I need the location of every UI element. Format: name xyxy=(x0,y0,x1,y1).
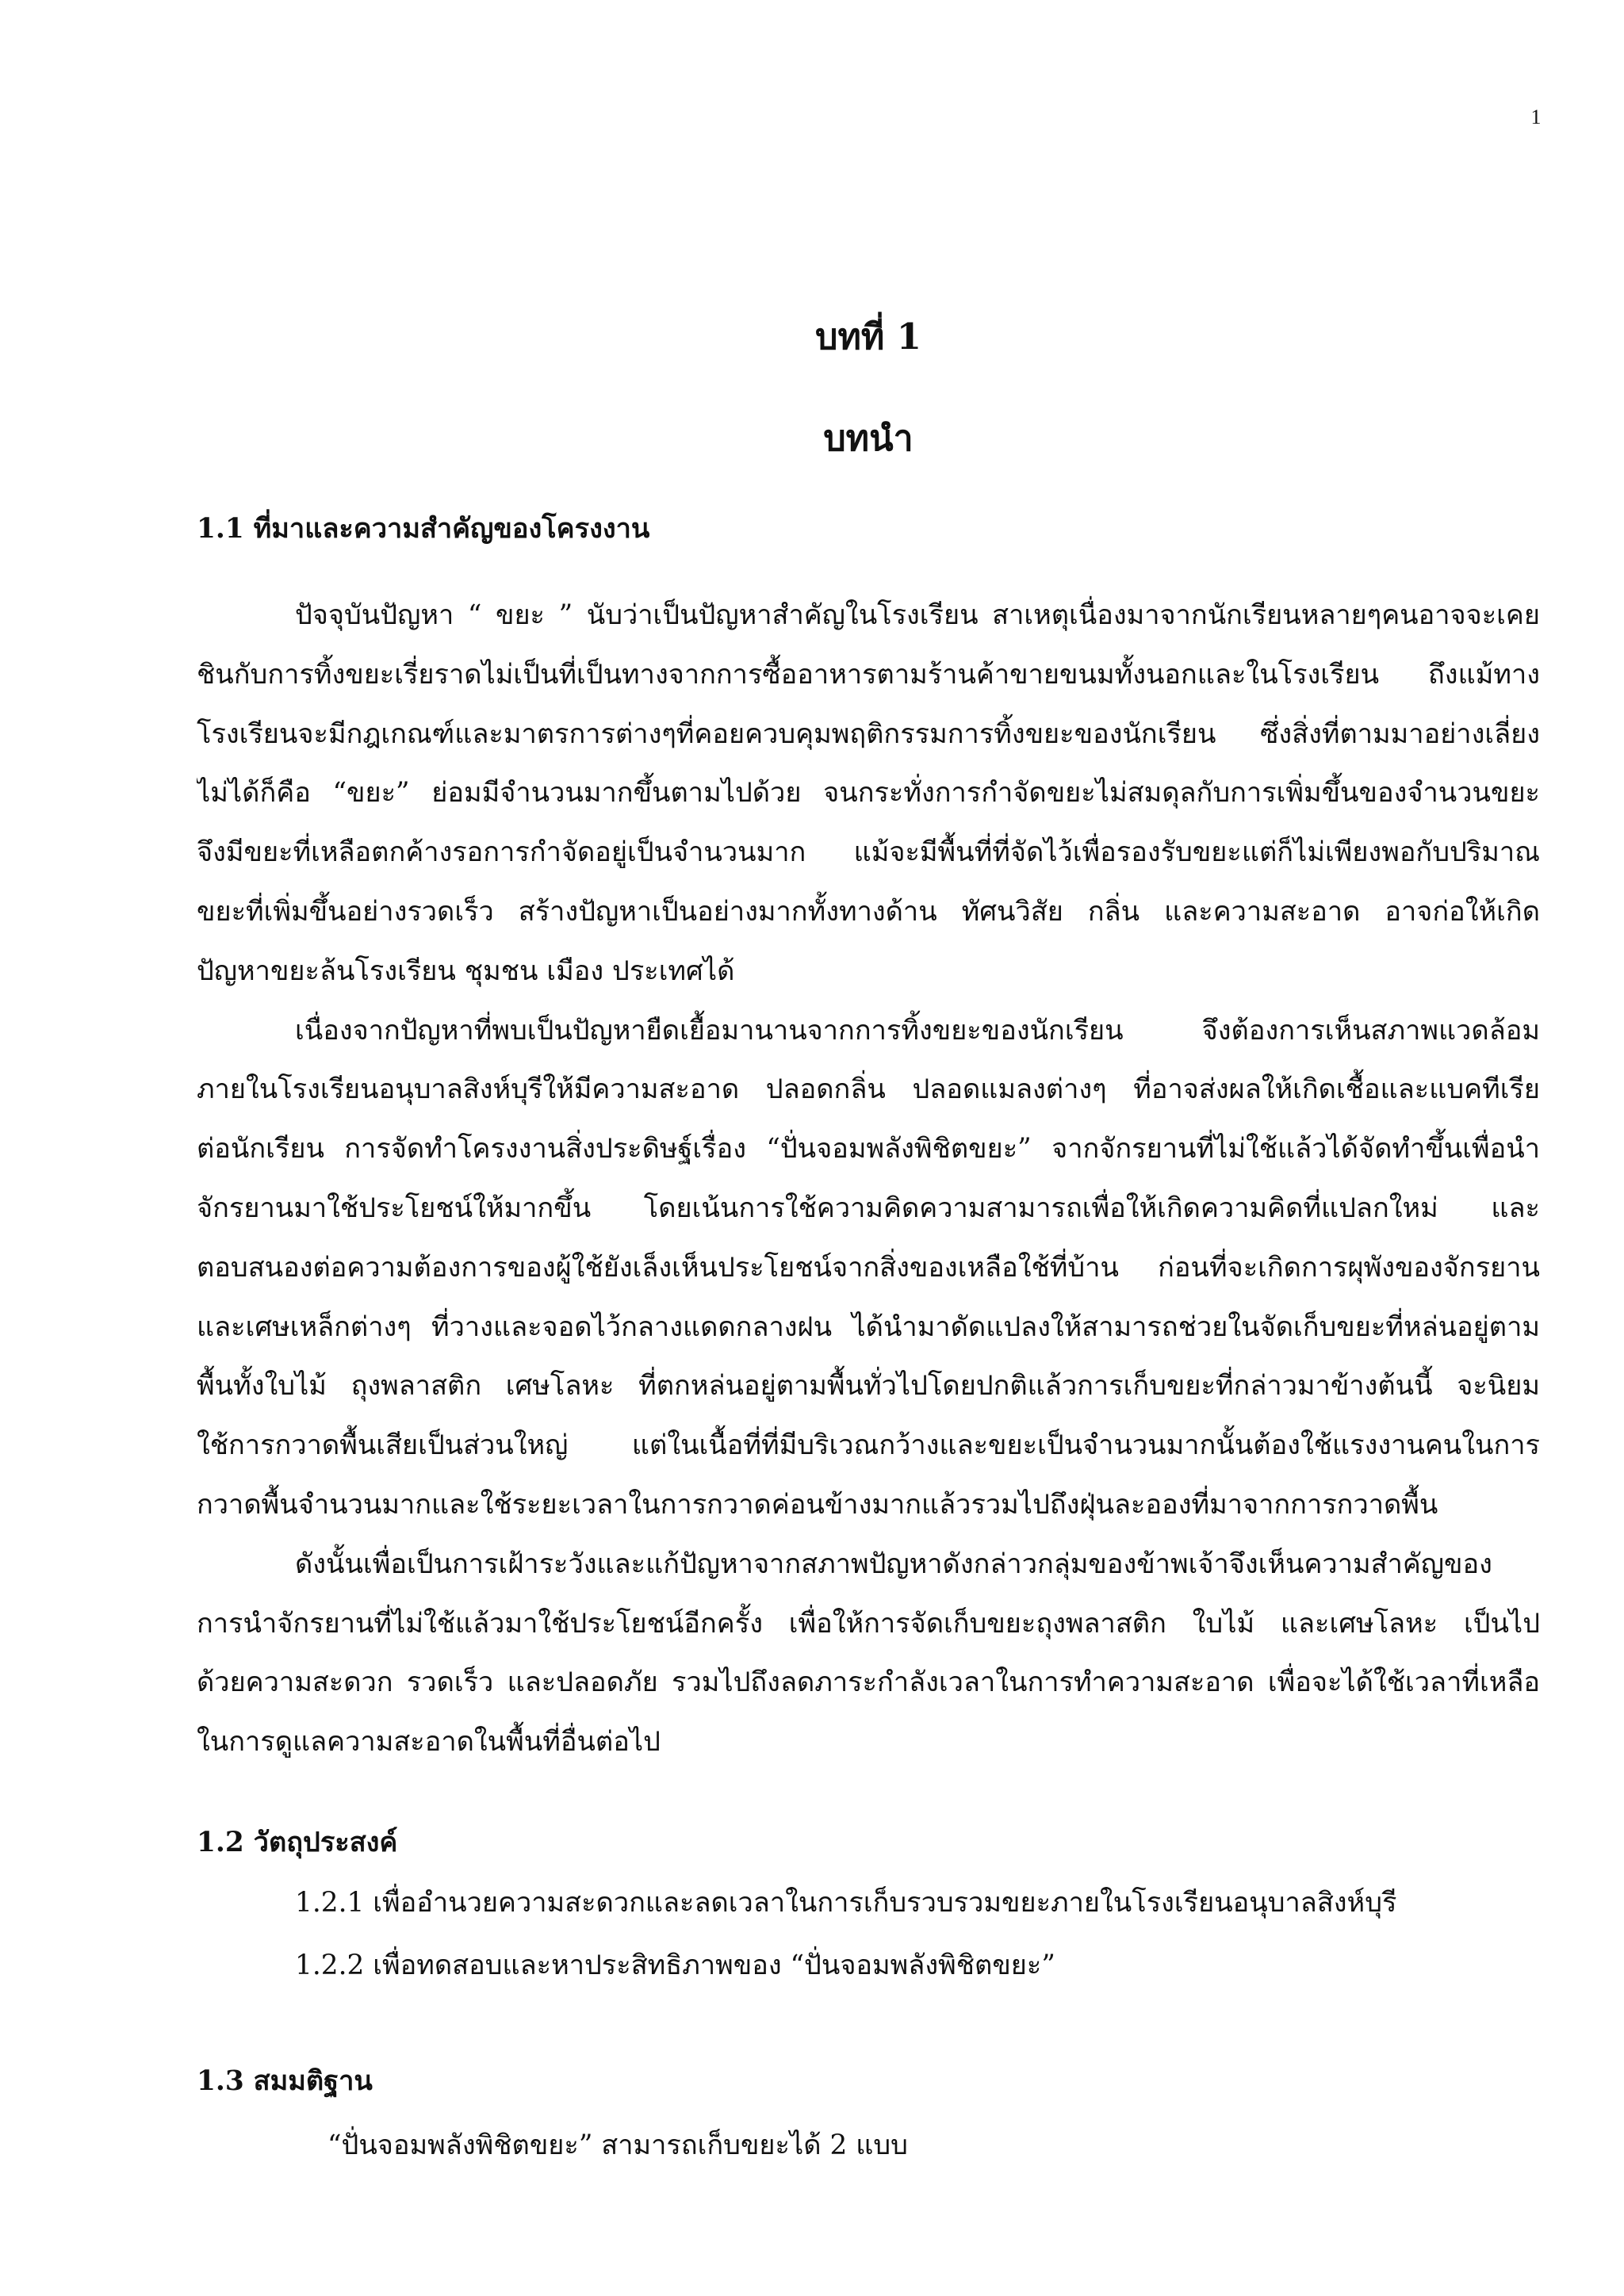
paragraph-line: ไม่ได้ก็คือ “ขยะ” ย่อมมีจำนวนมากขึ้นตามไปด้วย จนกระทั่งการกำจัดขยะไม่สมดุลกับการเพิ่มขึ้นของจำนวนขยะ xyxy=(197,777,1540,809)
paragraph-line: การนำจักรยานที่ไม่ใช้แล้วมาใช้ประโยชน์อีกครั้ง เพื่อให้การจัดเก็บขยะถุงพลาสติก ใบไม้ และเศษโลหะ เป็นไป xyxy=(197,1607,1540,1640)
paragraph-line: ตอบสนองต่อความต้องการของผู้ใช้ยังเล็งเห็นประโยชน์จากสิ่งของเหลือใช้ที่บ้าน ก่อนที่จะเกิดการผุพังของจักรยาน xyxy=(197,1251,1540,1284)
paragraph-line: ปัญหาขยะล้นโรงเรียน ชุมชน เมือง ประเทศได้ xyxy=(197,955,735,987)
paragraph-line: จักรยานมาใช้ประโยชน์ให้มากขึ้น โดยเน้นการใช้ความคิดความสามารถเพื่อให้เกิดความคิดที่แปลกใหม่ และ xyxy=(197,1192,1540,1224)
section-heading: 1.1 ที่มาและความสำคัญของโครงงาน xyxy=(197,513,650,545)
paragraph-line: ชินกับการทิ้งขยะเรี่ยราดไม่เป็นที่เป็นทางจากการซื้ออาหารตามร้านค้าขายขนมทั้งนอกและในโรงเรียน ถึงแม้ทาง xyxy=(197,658,1540,691)
paragraph xyxy=(197,586,1540,1001)
chapter-title: บทนำ xyxy=(823,417,914,459)
paragraph-line: ปัจจุบันปัญหา “ ขยะ ” นับว่าเป็นปัญหาสำคัญในโรงเรียน สาเหตุเนื่องมาจากนักเรียนหลายๆคนอาจจะเคย xyxy=(295,599,1540,631)
section-heading: 1.2 วัตถุประสงค์ xyxy=(197,1827,398,1858)
hypothesis-text: “ปั่นจอมพลังพิชิตขยะ” สามารถเก็บขยะได้ 2 แบบ xyxy=(327,2130,908,2161)
objective-item: 1.2.1 เพื่ออำนวยความสะดวกและลดเวลาในการเก็บรวบรวมขยะภายในโรงเรียนอนุบาลสิงห์บุรี xyxy=(295,1887,1397,1919)
section-body xyxy=(197,586,1540,1772)
chapter-label: บทที่ 1 xyxy=(815,316,921,358)
paragraph-line: ในการดูแลความสะอาดในพื้นที่อื่นต่อไป xyxy=(197,1726,661,1758)
paragraph-line: ภายในโรงเรียนอนุบาลสิงห์บุรีให้มีความสะอาด ปลอดกลิ่น ปลอดแมลงต่างๆ ที่อาจส่งผลให้เกิดเชื้อและแบคทีเรีย xyxy=(197,1073,1540,1106)
paragraph-line: ต่อนักเรียน การจัดทำโครงงานสิ่งประดิษฐ์เรื่อง “ปั่นจอมพลังพิชิตขยะ” จากจักรยานที่ไม่ใช้แล้วได้จัดทำขึ้นเพื่อนำ xyxy=(197,1133,1540,1165)
paragraph-line: ใช้การกวาดพื้นเสียเป็นส่วนใหญ่ แต่ในเนื้อที่ที่มีบริเวณกว้างและขยะเป็นจำนวนมากนั้นต้องใช้แรงงานคนในการ xyxy=(197,1429,1540,1462)
page-number: 1 xyxy=(1530,105,1542,128)
objectives-list xyxy=(197,1872,1540,1997)
paragraph-line: พื้นทั้งใบไม้ ถุงพลาสติก เศษโลหะ ที่ตกหล่นอยู่ตามพื้นทั่วไปโดยปกติแล้วการเก็บขยะที่กล่าวมาข้างต้นนี้ จะนิยม xyxy=(197,1370,1540,1402)
paragraph-line: โรงเรียนจะมีกฎเกณฑ์และมาตรการต่างๆที่คอยควบคุมพฤติกรรมการทิ้งขยะของนักเรียน ซึ่งสิ่งที่ตามมาอย่างเลี่ยง xyxy=(197,718,1540,750)
paragraph-line: ดังนั้นเพื่อเป็นการเฝ้าระวังและแก้ปัญหาจากสภาพปัญหาดังกล่าวกลุ่มของข้าพเจ้าจึงเห็นความสำคัญของ xyxy=(295,1548,1492,1580)
paragraph-line: และเศษเหล็กต่างๆ ที่วางและจอดไว้กลางแดดกลางฝน ได้นำมาดัดแปลงให้สามารถช่วยในจัดเก็บขยะที่หล่นอยู่ตาม xyxy=(197,1311,1540,1343)
paragraph xyxy=(197,1001,1540,1535)
hypothesis-block xyxy=(197,2116,1540,2175)
paragraph-line: กวาดพื้นจำนวนมากและใช้ระยะเวลาในการกวาดค่อนข้างมากแล้วรวมไปถึงฝุ่นละอองที่มาจากการกวาดพื้น xyxy=(197,1488,1438,1521)
paragraph-line: ขยะที่เพิ่มขึ้นอย่างรวดเร็ว สร้างปัญหาเป็นอย่างมากทั้งทางด้าน ทัศนวิสัย กลิ่น และความสะอาด อาจก่อให้เกิด xyxy=(197,895,1540,928)
objective-item: 1.2.2 เพื่อทดสอบและหาประสิทธิภาพของ “ปั่นจอมพลังพิชิตขยะ” xyxy=(295,1950,1055,1981)
paragraph-line: เนื่องจากปัญหาที่พบเป็นปัญหายืดเยื้อมานานจากการทิ้งขยะของนักเรียน จึงต้องการเห็นสภาพแวดล้อม xyxy=(295,1014,1540,1047)
paragraph-line: จึงมีขยะที่เหลือตกค้างรอการกำจัดอยู่เป็นจำนวนมาก แม้จะมีพื้นที่ที่จัดไว้เพื่อรองรับขยะแต่ก็ไม่เพียงพอกับปริมาณ xyxy=(197,836,1540,869)
paragraph xyxy=(197,1535,1540,1772)
paragraph-line: ด้วยความสะดวก รวดเร็ว และปลอดภัย รวมไปถึงลดภาระกำลังเวลาในการทำความสะอาด เพื่อจะได้ใช้เวลาที่เหลือ xyxy=(197,1667,1540,1699)
section-heading: 1.3 สมมติฐาน xyxy=(197,2065,373,2097)
